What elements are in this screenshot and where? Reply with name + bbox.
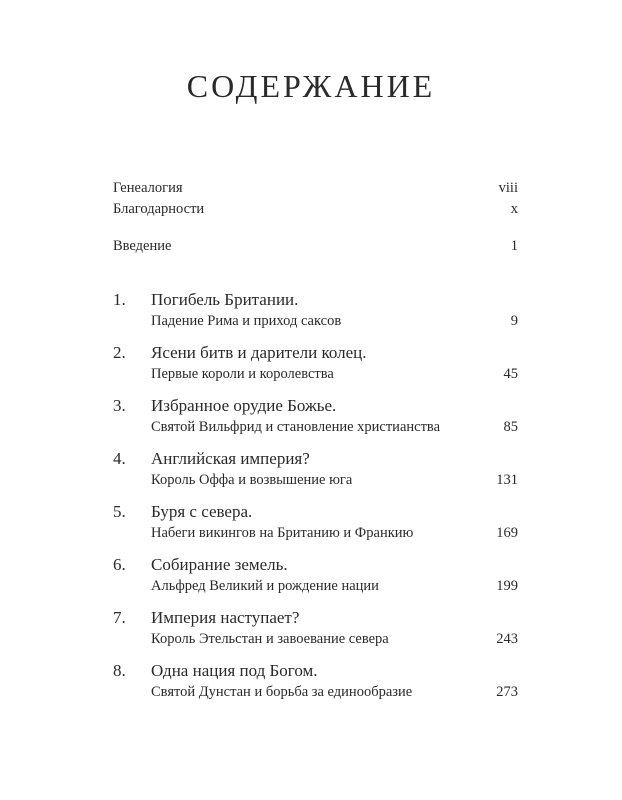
chapter-title: Ясени битв и дарители колец. [151, 343, 367, 362]
chapter-entry-4 [113, 449, 518, 490]
chapter-page: 9 [510, 313, 518, 329]
toc-entry-genealogy [113, 180, 518, 197]
chapter-title: Империя наступает? [151, 608, 300, 627]
chapter-title: Английская империя? [151, 449, 310, 468]
chapter-subtitle: Святой Дунстан и борьба за единообразие [151, 684, 413, 700]
chapter-subtitle: Альфред Великий и рождение нации [151, 578, 379, 594]
chapter-page: 45 [503, 366, 518, 382]
chapter-entry-2 [113, 343, 518, 384]
chapter-title: Одна нация под Богом. [151, 661, 318, 680]
chapter-number: 3. [113, 396, 126, 415]
chapter-subtitle: Святой Вильфрид и становление христианства [151, 419, 441, 435]
chapter-page: 169 [496, 525, 518, 541]
chapter-page: 273 [496, 684, 518, 700]
toc-entry-introduction [113, 238, 518, 255]
chapter-entry-5 [113, 502, 518, 543]
chapter-title: Буря с севера. [151, 502, 253, 521]
toc-entry-label: Введение [113, 238, 172, 254]
toc-entry-label: Благодарности [113, 201, 205, 217]
chapter-number: 7. [113, 608, 126, 627]
chapter-entry-6 [113, 555, 518, 596]
chapter-page: 85 [503, 419, 518, 435]
chapter-subtitle: Король Этельстан и завоевание севера [151, 631, 389, 647]
chapter-number: 4. [113, 449, 126, 468]
toc-entry-page: x [510, 201, 518, 217]
chapter-entry-7 [113, 608, 518, 649]
chapter-number: 6. [113, 555, 126, 574]
chapter-title: Собирание земель. [151, 555, 288, 574]
chapter-subtitle: Падение Рима и приход саксов [151, 313, 342, 329]
chapter-entry-8 [113, 661, 518, 702]
toc-entry-page: 1 [510, 238, 518, 254]
chapter-number: 1. [113, 290, 126, 309]
toc-entry-page: viii [498, 180, 518, 196]
chapter-subtitle: Набеги викингов на Британию и Франкию [151, 525, 414, 541]
chapter-title: Избранное орудие Божье. [151, 396, 337, 415]
chapter-subtitle: Первые короли и королевства [151, 366, 334, 382]
chapter-title: Погибель Британии. [151, 290, 299, 309]
chapter-entry-1 [113, 290, 518, 331]
chapter-page: 199 [496, 578, 518, 594]
chapter-entry-3 [113, 396, 518, 437]
chapter-subtitle: Король Оффа и возвышение юга [151, 472, 353, 488]
toc-entry-acknowledgements [113, 201, 518, 218]
chapter-page: 131 [496, 472, 518, 488]
chapter-page: 243 [496, 631, 518, 647]
chapter-number: 5. [113, 502, 126, 521]
toc-entry-label: Генеалогия [113, 180, 183, 196]
page-title: СОДЕРЖАНИЕ [186, 68, 436, 104]
chapter-number: 8. [113, 661, 126, 680]
chapter-number: 2. [113, 343, 126, 362]
